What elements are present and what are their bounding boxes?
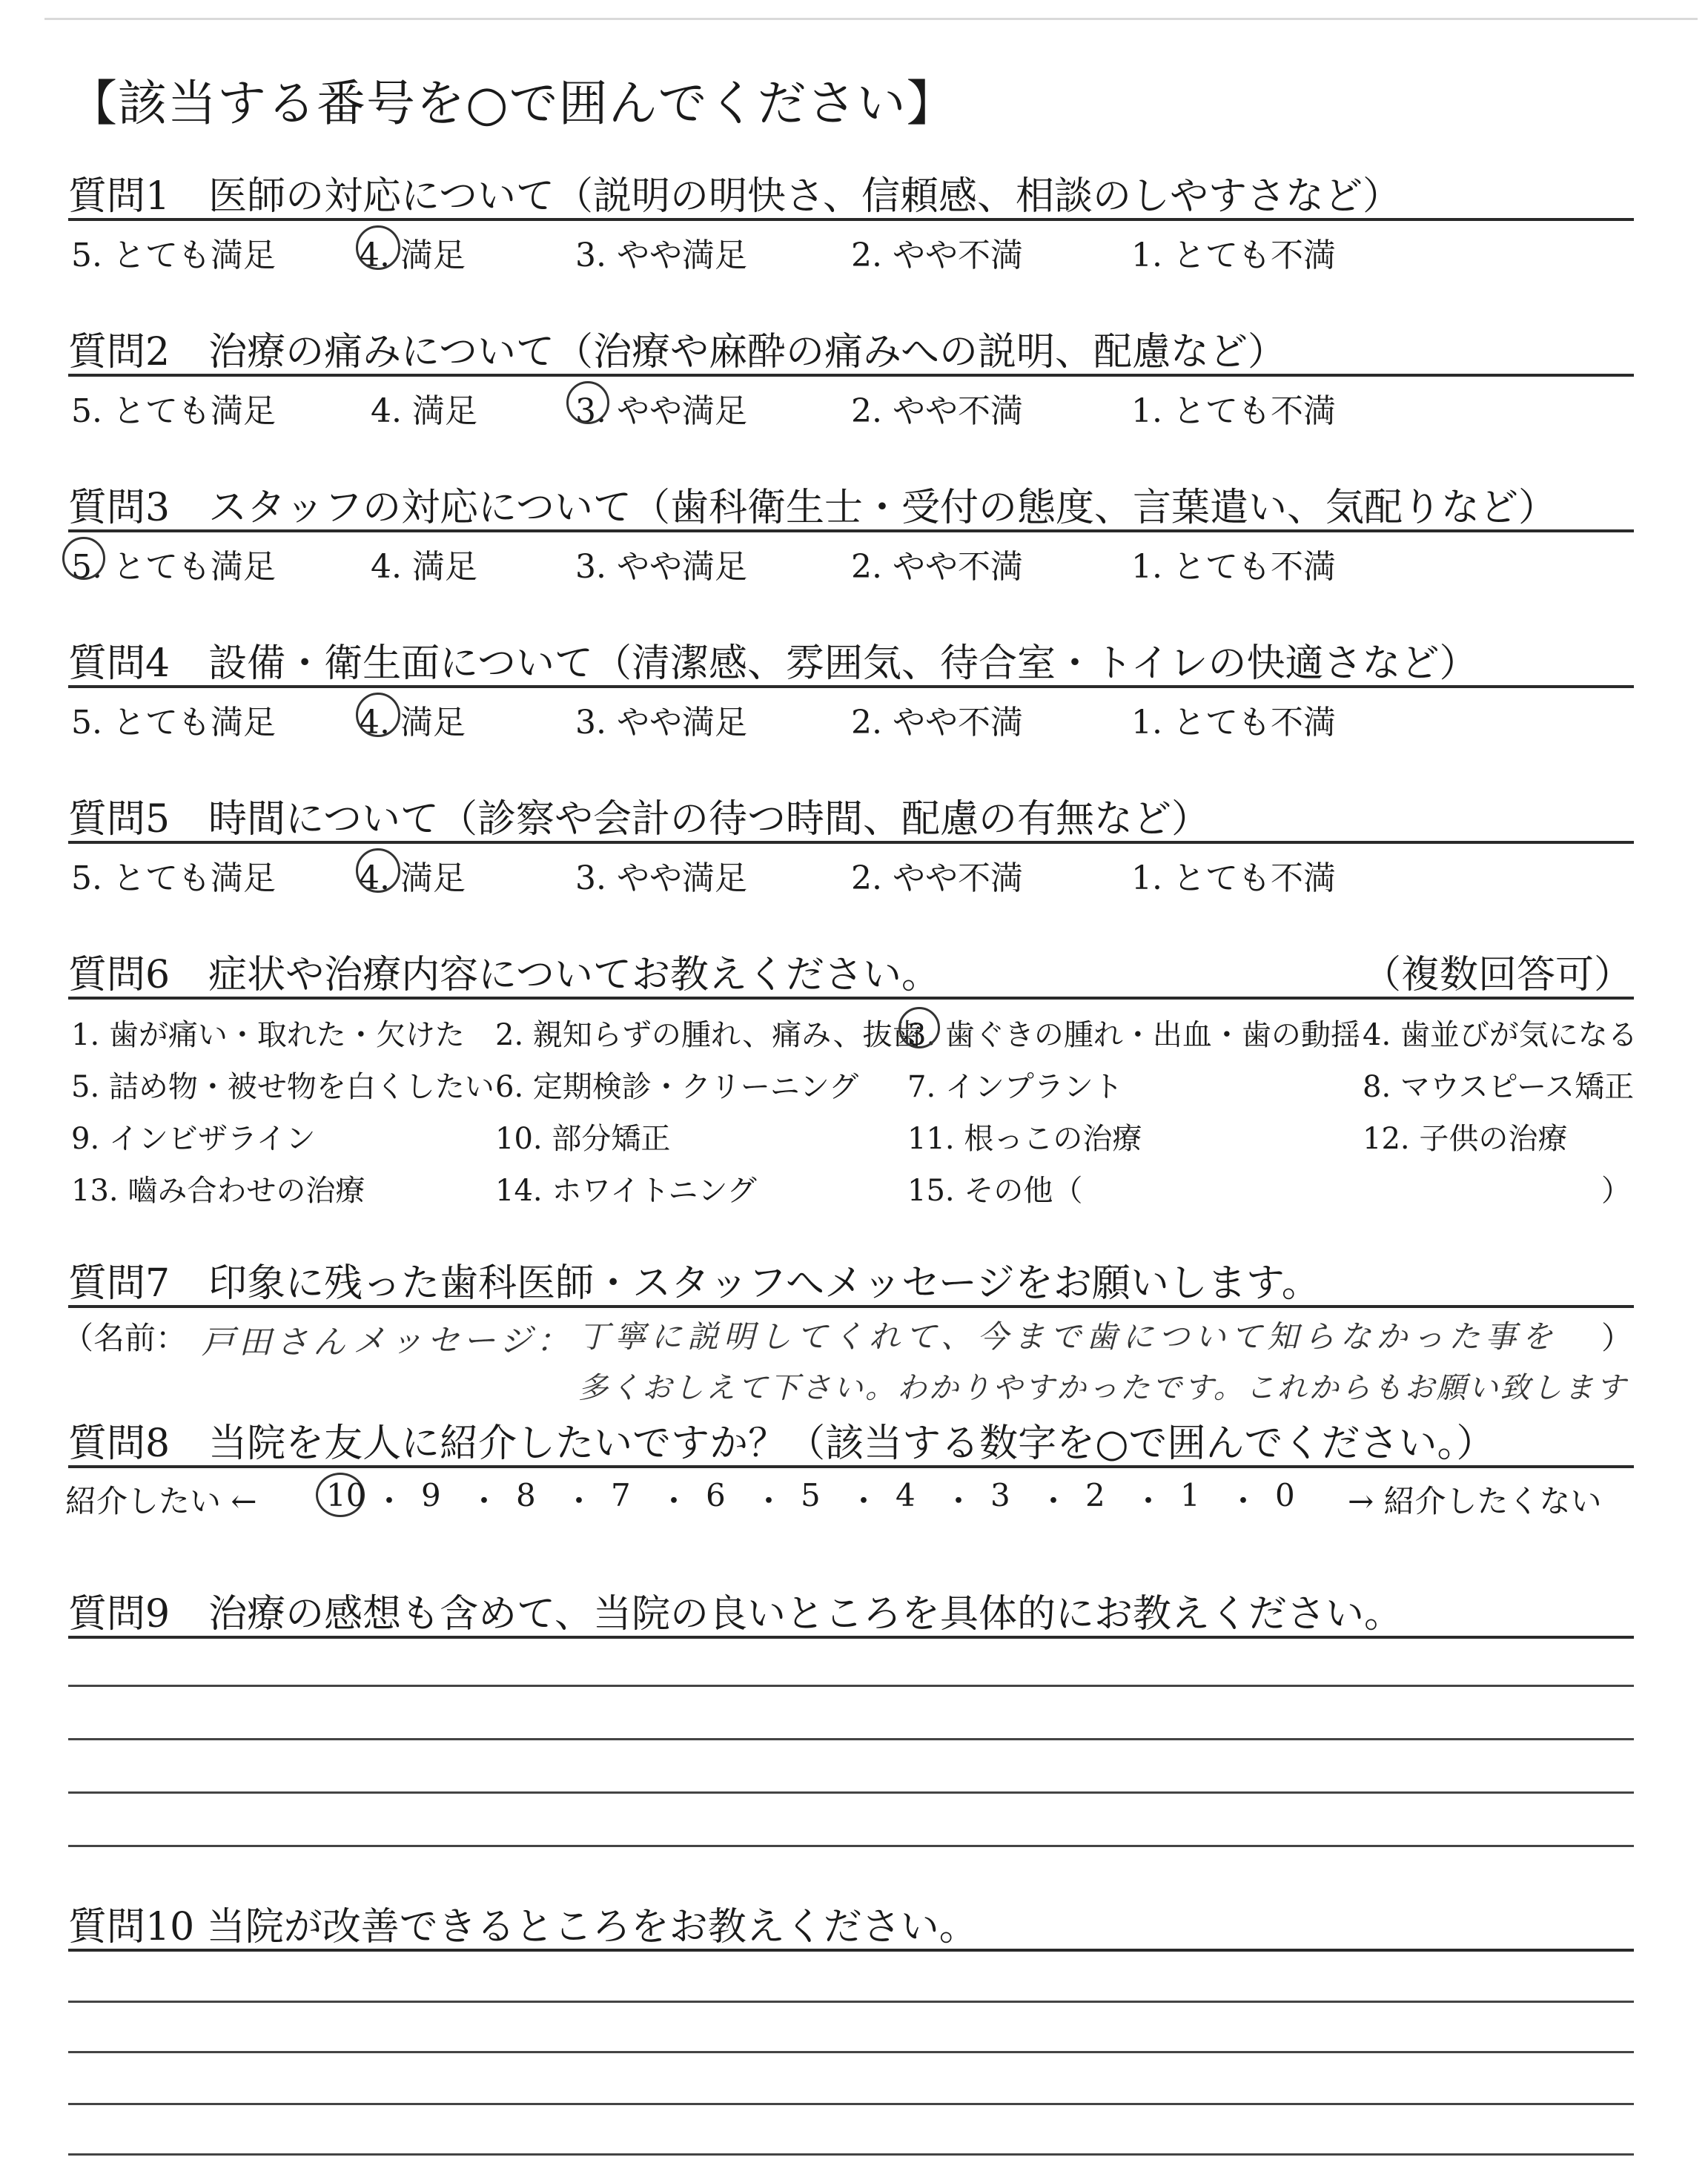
q10-writing-line[interactable] — [68, 2001, 1634, 2003]
q6-option-5[interactable]: 5. 詰め物・被せ物を白くしたい — [71, 1070, 494, 1104]
q4-rule — [68, 685, 1634, 688]
q2-option-1[interactable]: 1. とても不満 — [1131, 392, 1336, 430]
q3-option-4[interactable]: 4. 満足 — [371, 548, 477, 586]
q3-option-5[interactable]: 5. とても満足 — [71, 548, 276, 586]
q2-option-5[interactable]: 5. とても満足 — [71, 392, 276, 430]
q10-writing-line[interactable] — [68, 2153, 1634, 2156]
q7-name-label: （名前： — [62, 1320, 188, 1356]
q1-selection-circle — [356, 225, 400, 270]
q1-option-4[interactable]: 4. 満足 — [359, 237, 466, 274]
q6-other-close: ） — [1601, 1174, 1631, 1208]
q1-option-3[interactable]: 3. やや満足 — [575, 237, 747, 274]
q8-scale-separator: ・ — [943, 1483, 975, 1519]
q2-title: 質問2 治療の痛みについて（治療や麻酔の痛みへの説明、配慮など） — [68, 330, 1287, 374]
q6-option-11[interactable]: 11. 根っこの治療 — [907, 1122, 1142, 1156]
q6-title: 質問6 症状や治療内容についてお教えください。 — [68, 953, 941, 997]
q8-rule — [68, 1465, 1634, 1468]
q3-rule — [68, 529, 1634, 532]
q8-scale-value-10[interactable]: 10 — [326, 1477, 366, 1513]
q8-scale-separator: ・ — [469, 1483, 500, 1519]
q6-option-12[interactable]: 12. 子供の治療 — [1363, 1122, 1568, 1156]
q1-option-2[interactable]: 2. やや不満 — [851, 237, 1023, 274]
q8-scale-separator: ・ — [753, 1483, 785, 1519]
q2-selection-circle — [566, 381, 609, 424]
q8-scale-value-3[interactable]: 3 — [990, 1477, 1010, 1513]
q8-scale-value-1[interactable]: 1 — [1180, 1477, 1200, 1513]
q8-right-label: → 紹介したくない — [1348, 1483, 1602, 1519]
q9-writing-line[interactable] — [68, 1738, 1634, 1740]
q4-selection-circle — [356, 693, 400, 737]
q4-option-2[interactable]: 2. やや不満 — [851, 704, 1023, 742]
q2-option-4[interactable]: 4. 満足 — [371, 392, 477, 430]
q5-rule — [68, 841, 1634, 844]
q4-option-1[interactable]: 1. とても不満 — [1131, 704, 1336, 742]
q3-title: 質問3 スタッフの対応について（歯科衛生士・受付の態度、言葉遣い、気配りなど） — [68, 486, 1558, 530]
q6-option-14[interactable]: 14. ホワイトニング — [495, 1174, 757, 1208]
q8-scale-value-7[interactable]: 7 — [611, 1477, 631, 1513]
scan-edge — [44, 18, 1698, 20]
q8-scale-separator: ・ — [1133, 1483, 1165, 1519]
q8-left-label: 紹介したい ← — [65, 1483, 257, 1519]
q8-scale-value-9[interactable]: 9 — [421, 1477, 441, 1513]
q8-scale-separator: ・ — [1038, 1483, 1070, 1519]
q6-option-6[interactable]: 6. 定期検診・クリーニング — [495, 1070, 859, 1104]
q6-option-10[interactable]: 10. 部分矯正 — [495, 1122, 671, 1156]
q5-selection-circle — [356, 848, 400, 893]
q6-option-15[interactable]: 15. その他（ — [907, 1174, 1083, 1208]
q6-option-13[interactable]: 13. 嚙み合わせの治療 — [71, 1174, 365, 1208]
q8-scale-separator: ・ — [563, 1483, 595, 1519]
q1-title: 質問1 医師の対応について（説明の明快さ、信頼感、相談のしやすさなど） — [68, 174, 1401, 219]
q6-multiple-note: （複数回答可） — [1363, 953, 1633, 997]
q2-option-3[interactable]: 3. やや満足 — [575, 392, 747, 430]
q9-rule — [68, 1636, 1634, 1639]
q8-scale-separator: ・ — [658, 1483, 690, 1519]
form-heading: 【該当する番号を○で囲んでください】 — [68, 75, 956, 132]
q4-option-4[interactable]: 4. 満足 — [359, 704, 466, 742]
q10-rule — [68, 1949, 1634, 1952]
q4-option-5[interactable]: 5. とても満足 — [71, 704, 276, 742]
q3-option-1[interactable]: 1. とても不満 — [1131, 548, 1336, 586]
q6-option-8[interactable]: 8. マウスピース矯正 — [1363, 1070, 1635, 1104]
q5-option-2[interactable]: 2. やや不満 — [851, 859, 1023, 897]
q10-writing-line[interactable] — [68, 2103, 1634, 2105]
q5-title: 質問5 時間について（診察や会計の待つ時間、配慮の有無など） — [68, 797, 1211, 842]
q8-scale-separator: ・ — [374, 1483, 406, 1519]
q6-rule — [68, 997, 1634, 1000]
q9-writing-line[interactable] — [68, 1685, 1634, 1687]
q1-option-1[interactable]: 1. とても不満 — [1131, 237, 1336, 274]
q7-message-line1[interactable]: 丁寧に説明してくれて、今まで歯について知らなかった事を — [578, 1318, 1558, 1355]
q2-option-2[interactable]: 2. やや不満 — [851, 392, 1023, 430]
q7-rule — [68, 1305, 1634, 1308]
q9-writing-line[interactable] — [68, 1845, 1634, 1847]
q10-writing-line[interactable] — [68, 2051, 1634, 2053]
q7-close-paren: ） — [1601, 1320, 1633, 1356]
q3-selection-circle — [62, 537, 105, 580]
q4-option-3[interactable]: 3. やや満足 — [575, 704, 747, 742]
q8-scale-value-6[interactable]: 6 — [706, 1477, 726, 1513]
q6-option-4[interactable]: 4. 歯並びが気になる — [1363, 1018, 1638, 1052]
q6-selection-circle — [898, 1007, 940, 1048]
q7-message-line2[interactable]: 多くおしえて下さい。わかりやすかったです。これからもお願い致します — [578, 1371, 1628, 1405]
q9-title: 質問9 治療の感想も含めて、当院の良いところを具体的にお教えください。 — [68, 1592, 1403, 1636]
q6-option-1[interactable]: 1. 歯が痛い・取れた・欠けた — [71, 1018, 465, 1052]
q8-title: 質問8 当院を友人に紹介したいですか？（該当する数字を○で囲んでください。） — [68, 1421, 1495, 1466]
q5-option-1[interactable]: 1. とても不満 — [1131, 859, 1336, 897]
q7-name-value[interactable]: 戸田さん — [202, 1324, 350, 1361]
q8-scale-value-5[interactable]: 5 — [801, 1477, 821, 1513]
q10-title: 質問10 当院が改善できるところをお教えください。 — [68, 1905, 978, 1949]
q7-message-label: メッセージ： — [353, 1322, 574, 1360]
q6-option-2[interactable]: 2. 親知らずの腫れ、痛み、抜歯 — [495, 1018, 922, 1052]
q1-option-5[interactable]: 5. とても満足 — [71, 237, 276, 274]
q4-title: 質問4 設備・衛生面について（清潔感、雰囲気、待合室・トイレの快適さなど） — [68, 641, 1478, 686]
q8-scale-value-4[interactable]: 4 — [896, 1477, 916, 1513]
q8-scale-value-0[interactable]: 0 — [1275, 1477, 1295, 1513]
q8-scale-separator: ・ — [848, 1483, 880, 1519]
q5-option-5[interactable]: 5. とても満足 — [71, 859, 276, 897]
q9-writing-line[interactable] — [68, 1791, 1634, 1794]
q8-scale-value-2[interactable]: 2 — [1085, 1477, 1105, 1513]
q1-rule — [68, 218, 1634, 221]
q8-scale-value-8[interactable]: 8 — [516, 1477, 536, 1513]
q8-scale-separator: ・ — [1228, 1483, 1260, 1519]
q5-option-3[interactable]: 3. やや満足 — [575, 859, 747, 897]
q5-option-4[interactable]: 4. 満足 — [359, 859, 466, 897]
q6-option-9[interactable]: 9. インビザライン — [71, 1122, 316, 1156]
q2-rule — [68, 374, 1634, 377]
q3-option-2[interactable]: 2. やや不満 — [851, 548, 1023, 586]
q6-option-7[interactable]: 7. インプラント — [907, 1070, 1123, 1104]
q3-option-3[interactable]: 3. やや満足 — [575, 548, 747, 586]
q7-title: 質問7 印象に残った歯科医師・スタッフへメッセージをお願いします。 — [68, 1261, 1320, 1306]
q6-option-3[interactable]: 3. 歯ぐきの腫れ・出血・歯の動揺 — [907, 1018, 1360, 1052]
